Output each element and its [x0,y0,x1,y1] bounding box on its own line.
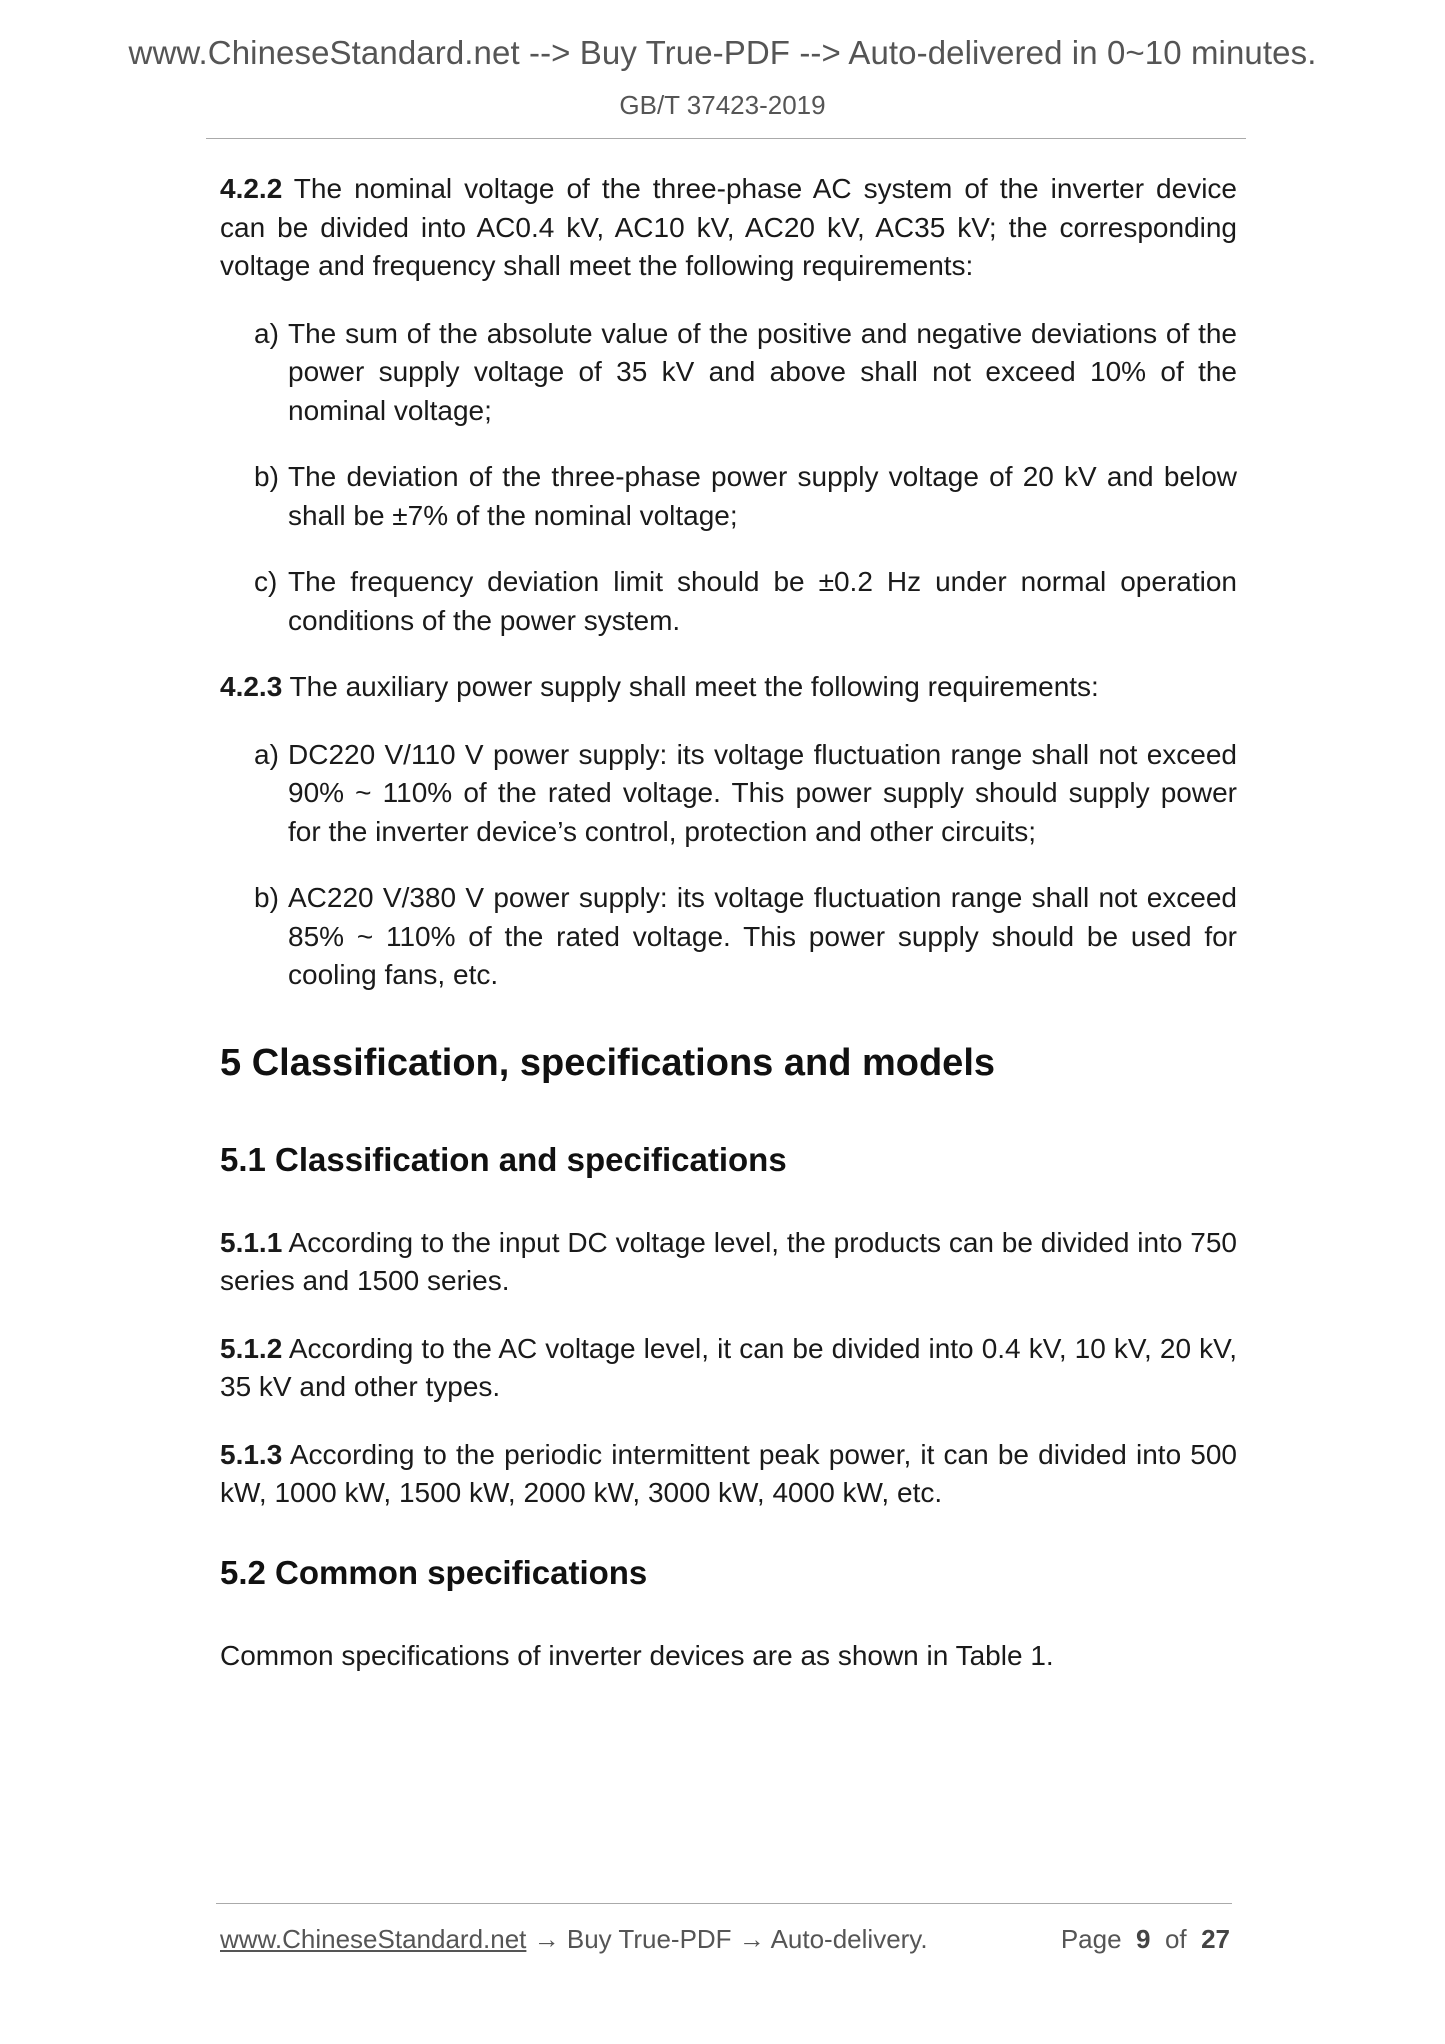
header-divider [206,138,1246,139]
list-item [254,879,1237,995]
list-item-text: The sum of the absolute value of the positive and negative deviations of the power supply voltage of 35 kV and above shall not exceed 10% of the nominal voltage; [288,317,1237,426]
list-item-text: AC220 V/380 V power supply: its voltage fluctuation range shall not exceed 85% ~ 110% of the rated voltage. This power supply should be used for cooling fans, etc. [288,882,1237,990]
page-number [1061,1924,1230,1955]
clause-number: 4.2.2 [220,173,283,204]
list-item-label: b) [254,461,279,492]
current-page: 9 [1136,1924,1151,1954]
document-code: GB/T 37423-2019 [619,90,826,120]
clause-4-2-2 [220,170,1237,286]
clause-number: 4.2.3 [220,671,283,702]
section-5-heading: 5 Classification, specifications and models [220,1041,996,1084]
footer-website-link[interactable]: www.ChineseStandard.net [220,1924,527,1954]
clause-5-1-1 [220,1224,1237,1301]
clause-number: 5.1.3 [220,1438,283,1470]
footer-promo-text: → Buy True-PDF → Auto-delivery. [526,1924,928,1954]
list-item-text: The deviation of the three-phase power supply voltage of 20 kV and below shall be ±7% of the nominal voltage; [288,461,1237,531]
list-item-text: DC220 V/110 V power supply: its voltage fluctuation range shall not exceed 90% ~ 110% of the rated voltage. This power supply should supply power for the inverter device’s control, protection and other circuits; [288,738,1237,847]
list-item-label: a) [254,317,279,349]
clause-text: According to the periodic intermittent peak power, it can be divided into 500 kW, 1000 kW, 1500 kW, 2000 kW, 3000 kW, 4000 kW, etc. [220,1438,1237,1508]
page-content [220,170,1237,1704]
section-5-2-text: Common specifications of inverter devices are as shown in Table 1. [220,1639,1054,1671]
list-item-text: The frequency deviation limit should be ±0.2 Hz under normal operation conditions of the power system. [288,566,1237,636]
section-5-1-heading: 5.1 Classification and specifications [220,1140,787,1178]
clause-text: The nominal voltage of the three-phase AC system of the inverter device can be divided into AC0.4 kV, AC10 kV, AC20 kV, AC35 kV; the corresponding voltage and frequency shall meet the following requirements: [220,173,1237,281]
clause-text: According to the input DC voltage level, the products can be divided into 750 series and 1500 series. [220,1226,1237,1296]
clause-number: 5.1.2 [220,1332,283,1364]
clause-5-1-3 [220,1436,1237,1513]
page-label: Page [1060,1924,1122,1954]
clause-5-1-2 [220,1330,1237,1407]
list-item-label: b) [254,882,279,913]
list-item [254,563,1237,640]
section-5-2-heading: 5.2 Common specifications [220,1553,648,1591]
of-label: of [1164,1924,1187,1954]
list-item [254,315,1237,431]
list-item-label: c) [254,566,278,597]
list-item-label: a) [254,738,279,770]
clause-text: According to the AC voltage level, it can be divided into 0.4 kV, 10 kV, 20 kV, 35 kV and other types. [220,1332,1237,1402]
total-pages: 27 [1201,1924,1230,1954]
list-item [254,458,1237,535]
header-banner: www.ChineseStandard.net --> Buy True-PDF --> Auto-delivered in 0~10 minutes. [128,34,1317,71]
clause-4-2-3 [220,668,1237,707]
footer-divider [216,1903,1232,1904]
clause-number: 5.1.1 [220,1226,283,1258]
footer-promo [220,1924,928,1955]
clause-text: The auxiliary power supply shall meet the following requirements: [282,671,1099,702]
list-item [254,736,1237,852]
